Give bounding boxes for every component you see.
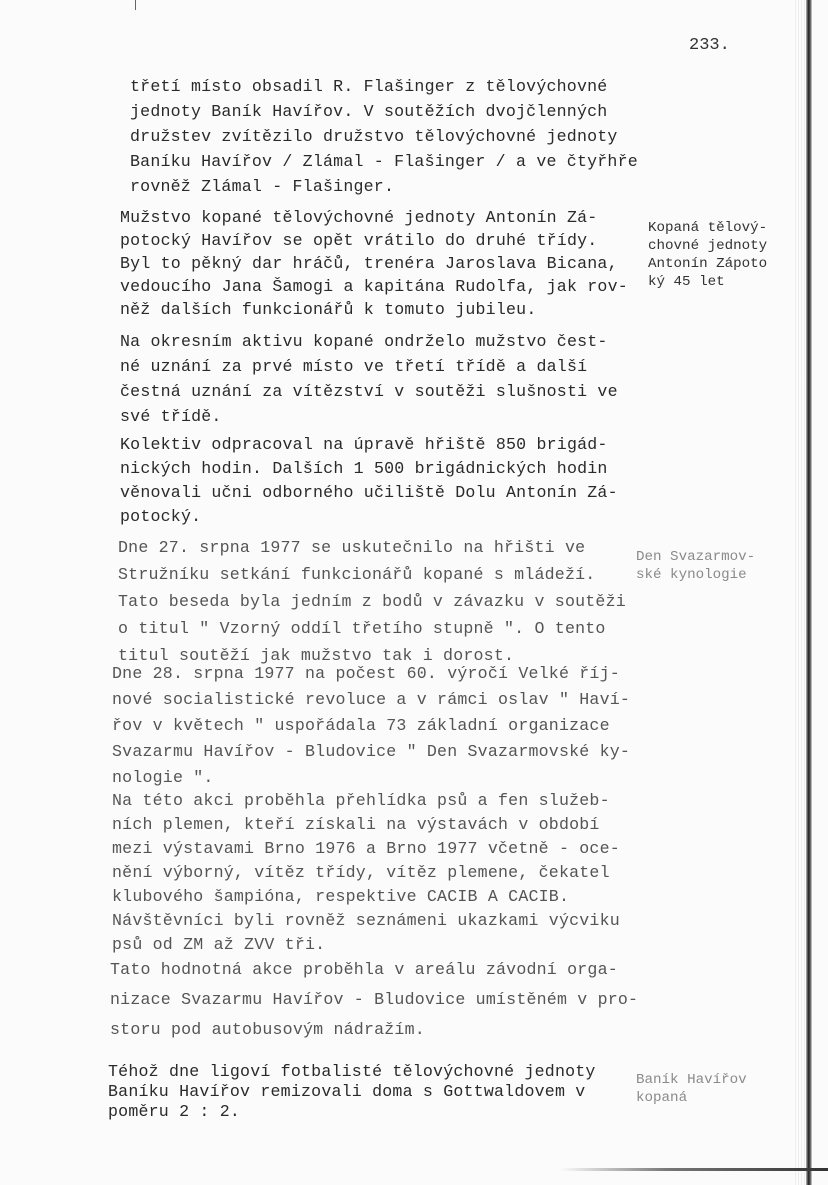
paragraph xyxy=(112,789,620,957)
text-line: Dne 28. srpna 1977 na počest 60. výročí Velké říj- xyxy=(112,664,620,683)
text-line: vedoucího Jana Šamogi a kapitána Rudolfa, jak rov- xyxy=(120,277,628,296)
text-line: nění výborný, vítěz třídy, vítěz plemene, čekatel xyxy=(112,863,610,882)
text-line: Dne 27. srpna 1977 se uskutečnilo na hřišti ve xyxy=(118,538,586,557)
text-line: nizace Svazarmu Havířov - Bludovice umístěném v pro- xyxy=(110,990,639,1009)
text-line: družstev zvítězilo družstvo tělovýchovné jednoty xyxy=(130,127,618,146)
paragraph xyxy=(108,1062,596,1122)
text-line: klubového šampióna, respektive CACIB A CACIB. xyxy=(112,887,570,906)
text-line: Tato beseda byla jedním z bodů v závazku v soutěži xyxy=(118,592,626,611)
text-line: nologie ". xyxy=(112,768,214,787)
margin-note-line: Kopaná tělový- xyxy=(648,220,768,236)
page-edge-bottom xyxy=(560,1168,828,1171)
text-line: potocký Havířov se opět vrátilo do druhé třídy. xyxy=(120,231,598,250)
text-line: věnovali učni odborného učiliště Dolu Antonín Zá- xyxy=(120,483,618,502)
text-line: nických hodin. Dalších 1 500 brigádnických hodin xyxy=(120,459,608,478)
margin-note-line: Baník Havířov xyxy=(636,1072,747,1088)
text-line: Návštěvníci byli rovněž seznámeni ukazkami výcviku xyxy=(112,911,620,930)
page-edge-right xyxy=(806,0,812,1185)
text-line: potocký. xyxy=(120,507,202,526)
paragraph xyxy=(112,661,630,791)
text-line: ních plemen, kteří získali na výstavách v období xyxy=(112,815,600,834)
text-line: své třídě. xyxy=(120,407,222,426)
margin-note-line: Antonín Zápoto xyxy=(648,256,768,272)
margin-note xyxy=(636,1071,747,1107)
text-line: psů od ZM až ZVV tři. xyxy=(112,935,326,954)
text-line: něž dalších funkcionářů k tomuto jubileu. xyxy=(120,300,537,319)
text-line: poměru 2 : 2. xyxy=(108,1102,241,1121)
paragraph xyxy=(110,955,638,1045)
page-edge-texture xyxy=(795,0,805,1185)
text-line: jednoty Baník Havířov. V soutěžích dvojčlenných xyxy=(130,102,608,121)
text-line: Na této akci proběhla přehlídka psů a fen služeb- xyxy=(112,791,610,810)
margin-note-line: ské kynologie xyxy=(636,567,747,583)
text-line: Baníku Havířov / Zlámal - Flašinger / a ve čtyřhře xyxy=(130,152,638,171)
text-line: titul soutěží jak mužstvo tak i dorost. xyxy=(118,646,515,665)
text-line: Kolektiv odpracoval na úpravě hřiště 850 brigád- xyxy=(120,435,608,454)
text-line: Tato hodnotná akce proběhla v areálu závodní orga- xyxy=(110,960,618,979)
text-line: né uznání za prvé místo ve třetí třídě a další xyxy=(120,357,588,376)
text-line: nové socialistické revoluce a v rámci oslav " Haví- xyxy=(112,690,631,709)
text-line: Stružníku setkání funkcionářů kopané s mládeží. xyxy=(118,565,596,584)
text-line: Téhož dne ligoví fotbalisté tělovýchovné jednoty xyxy=(108,1062,596,1081)
margin-note-line: ký 45 let xyxy=(648,274,725,290)
text-line: Svazarmu Havířov - Bludovice " Den Svazarmovské ky- xyxy=(112,742,631,761)
text-line: třetí místo obsadil R. Flašinger z tělovýchovné xyxy=(130,77,608,96)
paragraph xyxy=(120,433,618,529)
text-line: Baníku Havířov remizovali doma s Gottwaldovem v xyxy=(108,1082,586,1101)
paragraph xyxy=(120,206,628,321)
text-line: o titul " Vzorný oddíl třetího stupně ". O tento xyxy=(118,619,606,638)
text-line: Na okresním aktivu kopané ondrželo mužstvo čest- xyxy=(120,332,608,351)
margin-note-line: Den Svazarmov- xyxy=(636,549,756,565)
text-line: rovněž Zlámal - Flašinger. xyxy=(130,177,395,196)
scan-mark xyxy=(135,0,136,10)
text-line: Mužstvo kopané tělovýchovné jednoty Antonín Zá- xyxy=(120,208,598,227)
text-line: storu pod autobusovým nádražím. xyxy=(110,1020,425,1039)
text-line: mezi výstavami Brno 1976 a Brno 1977 včetně - oce- xyxy=(112,839,620,858)
page-number: 233. xyxy=(689,36,730,55)
margin-note-line: kopaná xyxy=(636,1090,688,1106)
margin-note-line: chovné jednoty xyxy=(648,238,768,254)
text-line: Byl to pěkný dar hráčů, trenéra Jaroslava Bicana, xyxy=(120,254,618,273)
paragraph xyxy=(118,534,626,669)
text-line: řov v květech " uspořádala 73 základní organizace xyxy=(112,716,610,735)
margin-note xyxy=(648,219,767,291)
margin-note xyxy=(636,548,755,584)
text-line: čestná uznání za vítězství v soutěži slušnosti ve xyxy=(120,382,618,401)
paragraph xyxy=(130,74,638,199)
paragraph xyxy=(120,329,618,429)
